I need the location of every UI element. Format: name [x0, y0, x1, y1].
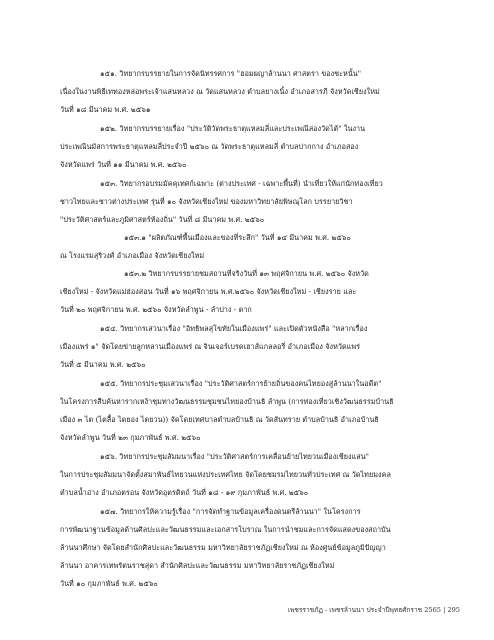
text-line: ๑๕๓. วิทยากรอบรมมัคคุเทศก์เฉพาะ (ต่างประเทศ - เฉพาะพื้นที่) นำเที่ยวให้แก่นักท่องเที่ยว: [100, 179, 383, 188]
text-line: ๑๕๗. วิทยากรให้ความรู้เรื่อง "การจัดทำฐานข้อมูลเครื่องดนตรีล้านนา" ในโครงการ: [100, 507, 361, 516]
text-line: เมือง ๓ ไต (ไตลื้อ ไตยอง ไตยวน)) จัดโดยเทศบาลตำบลบ้านธิ ณ วัดสันทราย ตำบลบ้านธิ อำเภอบ้านธิ: [60, 415, 379, 424]
text-line: วันที่ ๑๘ มีนาคม พ.ศ. ๒๕๖๑: [60, 105, 151, 114]
text-line: วันที่ ๑๐ กุมภาพันธ์ พ.ศ. ๒๕๖๐: [60, 579, 158, 588]
text-line: ๑๕๔. วิทยากรเสวนาเรื่อง "อิทธิพลสุโขทัยในเมืองแพร่" และเปิดตัวหนังสือ "หลากเรื่อง: [100, 324, 368, 333]
text-line: จังหวัดแพร่ วันที่ ๑๑ มีนาคม พ.ศ. ๒๕๖๐: [60, 160, 187, 169]
text-line: ๑๕๖. วิทยากรประชุมสัมมนาเรื่อง "ประวัติศาสตร์การเคลื่อนย้ายไทยวนเมืองเชียงแสน": [100, 452, 369, 461]
text-line: ๑๕๒. วิทยากรบรรยายเรื่อง "ประวัติวัดพระธาตุแหลมลี่และประเพณีล่องวัดไต้" ในงาน: [100, 124, 366, 133]
text-line: ๑๕๓.๑ "ผลิตภัณฑ์พื้นเมืองและของที่ระลึก" วันที่ ๑๔ มีนาคม พ.ศ. ๒๕๖๐: [124, 233, 351, 242]
page-footer: เพชรราชภัฏ - เพชรล้านนา ประจำปีพุทธศักราช 2565 | 295: [287, 606, 460, 614]
text-line: เนื่องในงานพิธีเททองหล่อพระเจ้าแสนหลวง ณ วัดแสนหลวง ตำบลยางเนิ้ง อำเภอสารภี จังหวัดเชียงใหม่: [60, 87, 380, 96]
text-line: ชาวไทยและชาวต่างประเทศ รุ่นที่ ๑๐ จังหวัดเชียงใหม่ ของมหาวิทยาลัยพิษณุโลก บรรยายวิชา: [60, 197, 353, 206]
text-line: ล้านนา อาคารเทพรัตนราชสุดา สำนักศิลปะและวัฒนธรรม มหาวิทยาลัยราชภัฏเชียงใหม่: [60, 561, 335, 570]
text-line: การพัฒนาฐานข้อมูลด้านศิลปะและวัฒนธรรมและเอกสารโบราณ ในการนำชมและการจัดแสดงของสถาบัน: [60, 525, 391, 534]
text-line: ณ โรงแรมสุริวงศ์ อำเภอเมือง จังหวัดเชียงใหม่: [60, 251, 205, 260]
text-line: เมืองแพร่ ๑" จัดโดยข่ายลูกหลานเมืองแพร่ ณ จินเจอร์เบรดเฮาส์แกลลอรี่ อำเภอเมือง จังหวัดแพร่: [60, 342, 361, 351]
text-line: ๑๕๕. วิทยากรประชุมเสวนาเรื่อง "ประวัติศาสตร์การย้ายถิ่นของคนไทยองสู่ล้านนาในอดีต": [100, 379, 382, 388]
text-line: ล้านนาศึกษา จัดโดยสำนักศิลปะและวัฒนธรรม มหาวิทยาลัยราชภัฏเชียงใหม่ ณ ห้องศูนย์ข้อมูลภูมิปัญญา: [60, 543, 386, 552]
text-line: ในโครงการสืบค้นหารากเหง้าชุมทางวัฒนธรรมชุมชนไทยองบ้านธิ ลำพูน (การท่องเที่ยวเชิงวัฒนธรรมบ้านธิ: [60, 397, 394, 406]
text-line: ๑๕๓.๒ วิทยากรบรรยายชมสถานที่จริงวันที่ ๑๓ พฤศจิกายน พ.ศ. ๒๕๖๐ จังหวัด: [124, 269, 369, 278]
text-line: วันที่ ๒๐ พฤศจิกายน พ.ศ. ๒๕๖๐ จังหวัดลำพูน - ลำปาง - ตาก: [60, 305, 252, 314]
text-line: ประเพณีนมัสการพระธาตุแหลมลี่ประจำปี ๒๕๖๐ ณ วัดพระธาตุแหลมลี่ ตำบลปากกาง อำเภอสอง: [60, 142, 359, 151]
text-line: ตำบลน้ำอ่าง อำเภอตรอน จังหวัดอุตรดิตถ์ วันที่ ๑๘ - ๑๙ กุมภาพันธ์ พ.ศ. ๒๕๖๐: [60, 488, 309, 497]
text-line: เชียงใหม่ - จังหวัดแม่ฮ่องสอน วันที่ ๑๖ พฤศจิกายน พ.ศ.๒๕๖๐ จังหวัดเชียงใหม่ - เชียงราย และ: [60, 287, 357, 296]
text-line: ในการประชุมสัมมนาจัดตั้งสมาพันธ์ไทยวนแห่งประเทศไทย จัดโดยชมรมไทยวนทั่วประเทศ ณ วัดไทยมงคล: [60, 470, 391, 479]
text-line: วันที่ ๕ มีนาคม พ.ศ. ๒๕๖๐: [60, 360, 146, 369]
text-line: ๑๕๑. วิทยากรบรรยายในการจัดนิทรรศการ "ฮอมผญาล้านนา ศาสตรา ของชะหนั้น": [100, 69, 362, 78]
text-line: "ประวัติศาสตร์และภูมิศาสตร์ท้องถิ่น" วันที่ ๘ มีนาคม พ.ศ. ๒๕๖๐: [60, 215, 265, 224]
text-line: จังหวัดลำพูน วันที่ ๒๓ กุมภาพันธ์ พ.ศ. ๒๕๖๐: [60, 433, 201, 442]
